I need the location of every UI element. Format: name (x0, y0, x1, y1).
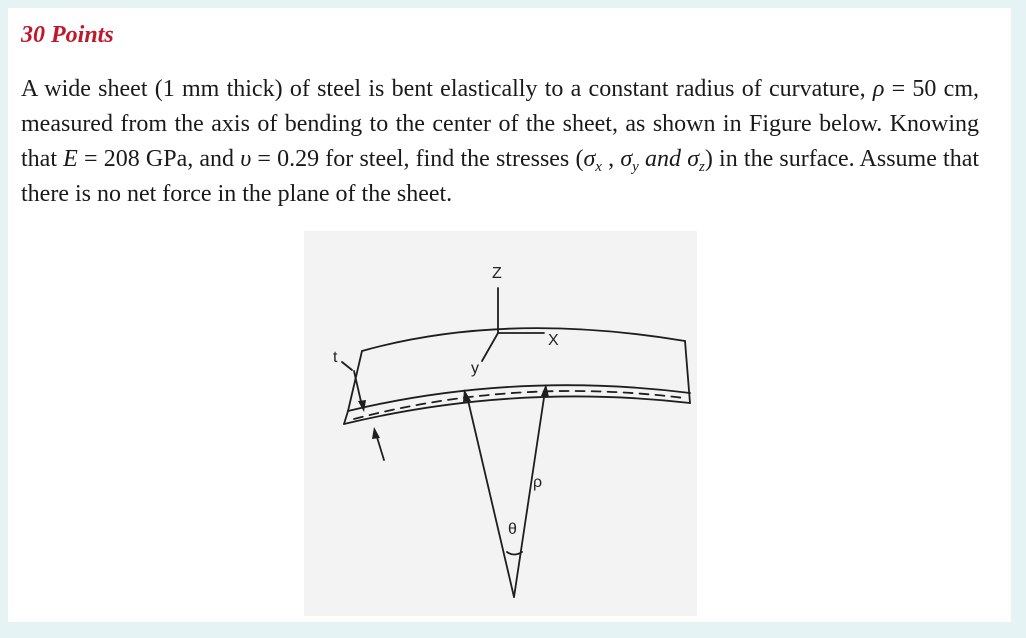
sheet-left-front-edge (344, 411, 348, 424)
sigma-z-symbol: σ (687, 146, 700, 172)
thickness-arrowhead-upper (358, 400, 366, 412)
y-axis-label: y (471, 360, 479, 377)
sigma-x-symbol: σ (583, 146, 596, 172)
rho-symbol: ρ (872, 76, 885, 102)
modulus-symbol: E (63, 146, 78, 172)
theta-label: θ (508, 521, 517, 538)
sigma-y-subscript: y (632, 159, 639, 175)
t-leader-line (342, 362, 352, 370)
separator-comma: , (601, 146, 621, 172)
problem-text-part-3: = 208 GPa, and (77, 146, 241, 172)
theta-arc (507, 552, 522, 555)
sheet-mid-surface-dashed (354, 391, 684, 419)
problem-text-part-5: ) in the surface. Assume that there is no net force in the plane of the sheet. (21, 146, 980, 207)
z-axis-label: Z (492, 265, 502, 282)
sigma-z-subscript: z (699, 159, 705, 175)
poisson-symbol: υ (240, 146, 252, 172)
y-axis (482, 333, 498, 361)
bent-sheet-diagram (304, 231, 697, 616)
thickness-label: t (333, 349, 338, 366)
sigma-x-subscript: x (595, 159, 602, 175)
and-word: and (638, 146, 688, 172)
sigma-y-symbol: σ (620, 146, 633, 172)
problem-text-part-2: = 50 cm, measured from the axis of bending to the center of the sheet, as shown in Figure below. Knowing that (21, 76, 979, 172)
rho-label: ρ (533, 474, 543, 491)
x-axis-label: X (548, 332, 559, 349)
bent-sheet-figure (304, 231, 697, 616)
radius-line-right (514, 391, 545, 597)
sheet-top-back-edge (362, 328, 685, 351)
problem-text-part-1: A wide sheet (1 mm thick) of steel is bent elastically to a constant radius of curvature, (21, 76, 873, 102)
problem-text (21, 72, 979, 212)
problem-card (8, 8, 1011, 622)
problem-text-part-4: = 0.29 for steel, find the stresses ( (251, 146, 584, 172)
thickness-arrowhead-lower (372, 427, 380, 439)
radius-line-left (467, 396, 514, 597)
points-heading: 30 Points (21, 22, 114, 48)
